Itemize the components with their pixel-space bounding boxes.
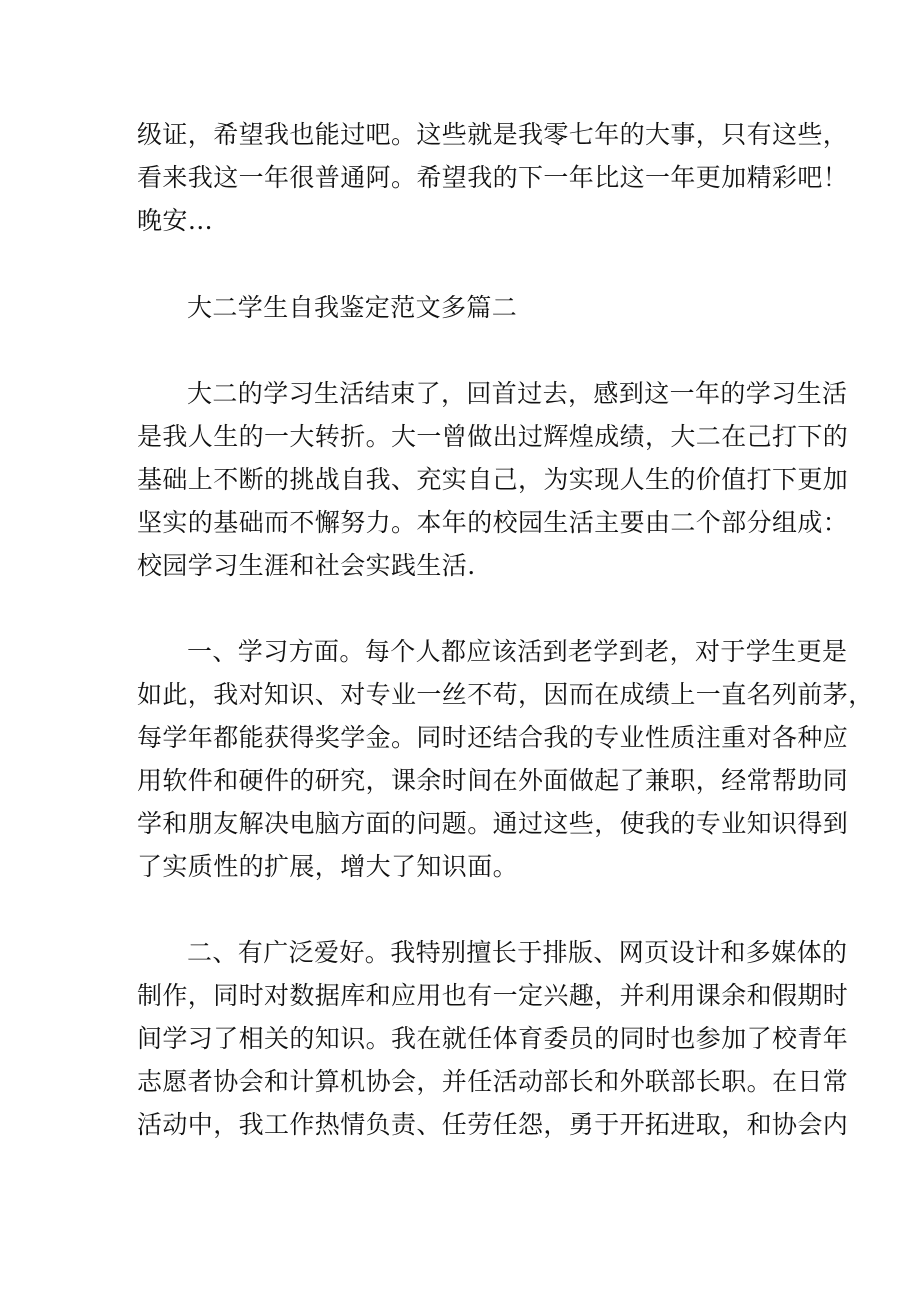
paragraph-line: 一、学习方面。每个人都应该活到老学到老，对于学生更是 [187, 637, 848, 666]
paragraph-line: 间学习了相关的知识。我在就任体育委员的同时也参加了校青年 [137, 1024, 849, 1053]
paragraph-line: 级证，希望我也能过吧。这些就是我零七年的大事，只有这些， [137, 120, 849, 149]
paragraph-line: 看来我这一年很普通阿。希望我的下一年比这一年更加精彩吧！ [137, 163, 849, 192]
paragraph-line: 大二的学习生活结束了，回首过去，感到这一年的学习生活 [187, 379, 848, 408]
paragraph-line: 学和朋友解决电脑方面的问题。通过这些，使我的专业知识得到 [137, 809, 849, 838]
paragraph-line: 校园学习生涯和社会实践生活. [137, 551, 476, 580]
section-heading: 大二学生自我鉴定范文多篇二 [187, 293, 518, 322]
paragraph-line: 活动中，我工作热情负责、任劳任怨，勇于开拓进取，和协会内 [137, 1110, 849, 1139]
paragraph-line: 用软件和硬件的研究，课余时间在外面做起了兼职，经常帮助同 [137, 766, 849, 795]
paragraph-line: 了实质性的扩展，增大了知识面。 [137, 852, 519, 881]
paragraph-line: 晚安… [137, 206, 214, 235]
paragraph-line: 如此，我对知识、对专业一丝不苟，因而在成绩上一直名列前茅， [137, 680, 874, 709]
paragraph-line: 志愿者协会和计算机协会，并任活动部长和外联部长职。在日常 [137, 1067, 849, 1096]
paragraph-line: 每学年都能获得奖学金。同时还结合我的专业性质注重对各种应 [137, 723, 849, 752]
paragraph-line: 坚实的基础而不懈努力。本年的校园生活主要由二个部分组成： [137, 508, 849, 537]
paragraph-line: 二、有广泛爱好。我特别擅长于排版、网页设计和多媒体的 [187, 938, 848, 967]
paragraph-line: 基础上不断的挑战自我、充实自己，为实现人生的价值打下更加 [137, 465, 849, 494]
paragraph-line: 是我人生的一大转折。大一曾做出过辉煌成绩，大二在己打下的 [137, 422, 849, 451]
paragraph-line: 制作，同时对数据库和应用也有一定兴趣，并利用课余和假期时 [137, 981, 849, 1010]
